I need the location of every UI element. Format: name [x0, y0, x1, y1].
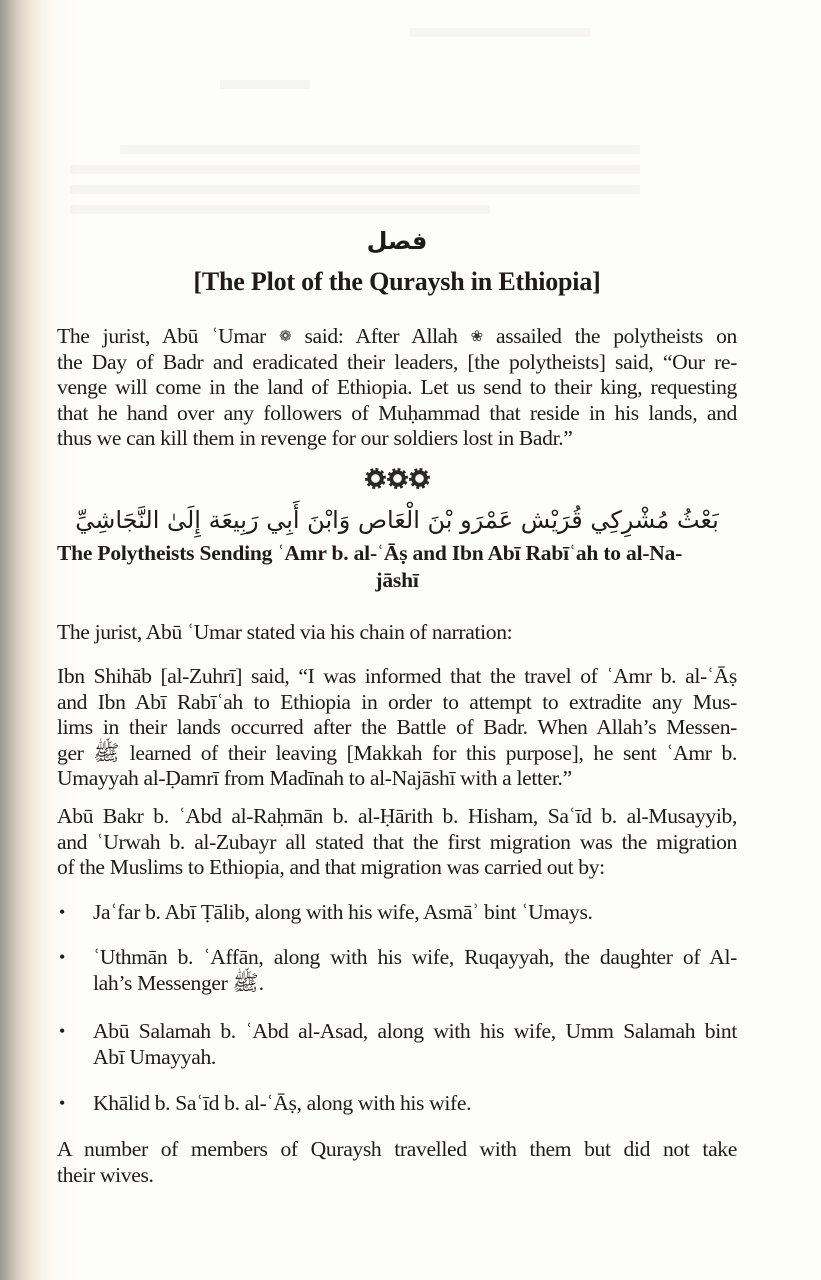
subsection-title-line: jāshī: [375, 568, 419, 592]
paragraph-line: A number of members of Quraysh travelled with them but did not take: [57, 1137, 737, 1161]
section-title: [The Plot of the Quraysh in Ethiopia]: [193, 267, 601, 296]
flower-ornament-icon: [409, 468, 430, 489]
intro-line: that he hand over any followers of Muḥammad that reside in his lands, and: [57, 400, 737, 425]
narration-intro-paragraph: [57, 620, 737, 646]
list-item-line: Jaʿfar b. Abī Ṭālib, along with his wife, Asmāʾ bint ʿUmays.: [93, 900, 593, 924]
subsection-arabic-title: بَعْثُ مُشْرِكِي قُرَيْش عَمْرَو بْنَ الْعَاص وَابْنَ أَبِي رَبِيعَة إِلَىٰ النَّجَاشِيِّ: [75, 506, 719, 534]
paragraph-line: Ibn Shihāb [al-Zuhrī] said, “I was informed that the travel of ʿAmr b. al-ʿĀṣ: [57, 664, 737, 688]
flower-ornament-icon: [365, 468, 386, 489]
paragraph-line: ger ﷺ learned of their leaving [Makkah for this purpose], he sent ʿAmr b.: [57, 740, 737, 765]
intro-line: The jurist, Abū ʿUmar ❁ said: After Allah ❀ assailed the polytheists on: [57, 324, 737, 348]
bullet-icon: •: [59, 1093, 65, 1113]
flower-ornament-icon: [387, 468, 408, 489]
intro-paragraph: [57, 324, 737, 452]
ibn-shihab-paragraph: [57, 664, 737, 792]
paragraph-line: Abū Bakr b. ʿAbd al-Raḥmān b. al-Ḥārith b. Hisham, Saʿīd b. al-Musayyib,: [57, 804, 737, 828]
triple-flower-ornament-icon: [57, 468, 737, 489]
bleed-through-shadow: [0, 0, 821, 230]
paragraph-line: their wives.: [57, 1162, 154, 1187]
list-item-line: Abū Salamah b. ʿAbd al-Asad, along with his wife, Umm Salamah bint: [93, 1019, 737, 1043]
honorific-azza-wa-jall-icon: ❀: [470, 329, 483, 345]
first-migration-paragraph: [57, 804, 737, 881]
paragraph-line: The jurist, Abū ʿUmar stated via his chain of narration:: [57, 620, 513, 644]
section-arabic-title: فصل: [366, 227, 428, 255]
list-item-line: Khālid b. Saʿīd b. al-ʿĀṣ, along with his wife.: [93, 1091, 472, 1115]
intro-line: venge will come in the land of Ethiopia. Let us send to their king, requesting: [57, 375, 737, 399]
bullet-icon: •: [59, 1021, 65, 1041]
paragraph-line: lims in their lands occurred after the Battle of Badr. When Allah’s Messen-: [57, 715, 737, 739]
list-item-line: lah’s Messenger ﷺ.: [93, 970, 265, 995]
intro-line: thus we can kill them in revenge for our soldiers lost in Badr.”: [57, 426, 573, 450]
paragraph-line: and Ibn Abī Rabīʿah to Ethiopia in order to attempt to extradite any Mus-: [57, 689, 737, 714]
intro-line: the Day of Badr and eradicated their leaders, [the polytheists] said, “Our re-: [57, 349, 737, 374]
paragraph-line: and ʿUrwah b. al-Zubayr all stated that the first migration was the migration: [57, 829, 737, 854]
list-item-line: ʿUthmān b. ʿAffān, along with his wife, Ruqayyah, the daughter of Al-: [93, 945, 737, 969]
paragraph-line: Umayyah al-Ḍamrī from Madīnah to al-Najāshī with a letter.”: [57, 766, 572, 790]
subsection-title-line: The Polytheists Sending ʿAmr b. al-ʿĀṣ and Ibn Abī Rabīʿah to al-Na-: [57, 541, 683, 565]
subsection-title: [57, 540, 737, 594]
honorific-rahimahullah-icon: ❁: [279, 329, 292, 345]
list-item-line: Abī Umayyah.: [93, 1044, 216, 1069]
closing-paragraph: [57, 1137, 737, 1188]
bullet-icon: •: [59, 902, 65, 922]
bullet-icon: •: [59, 947, 65, 967]
paragraph-line: of the Muslims to Ethiopia, and that migration was carried out by:: [57, 855, 605, 879]
